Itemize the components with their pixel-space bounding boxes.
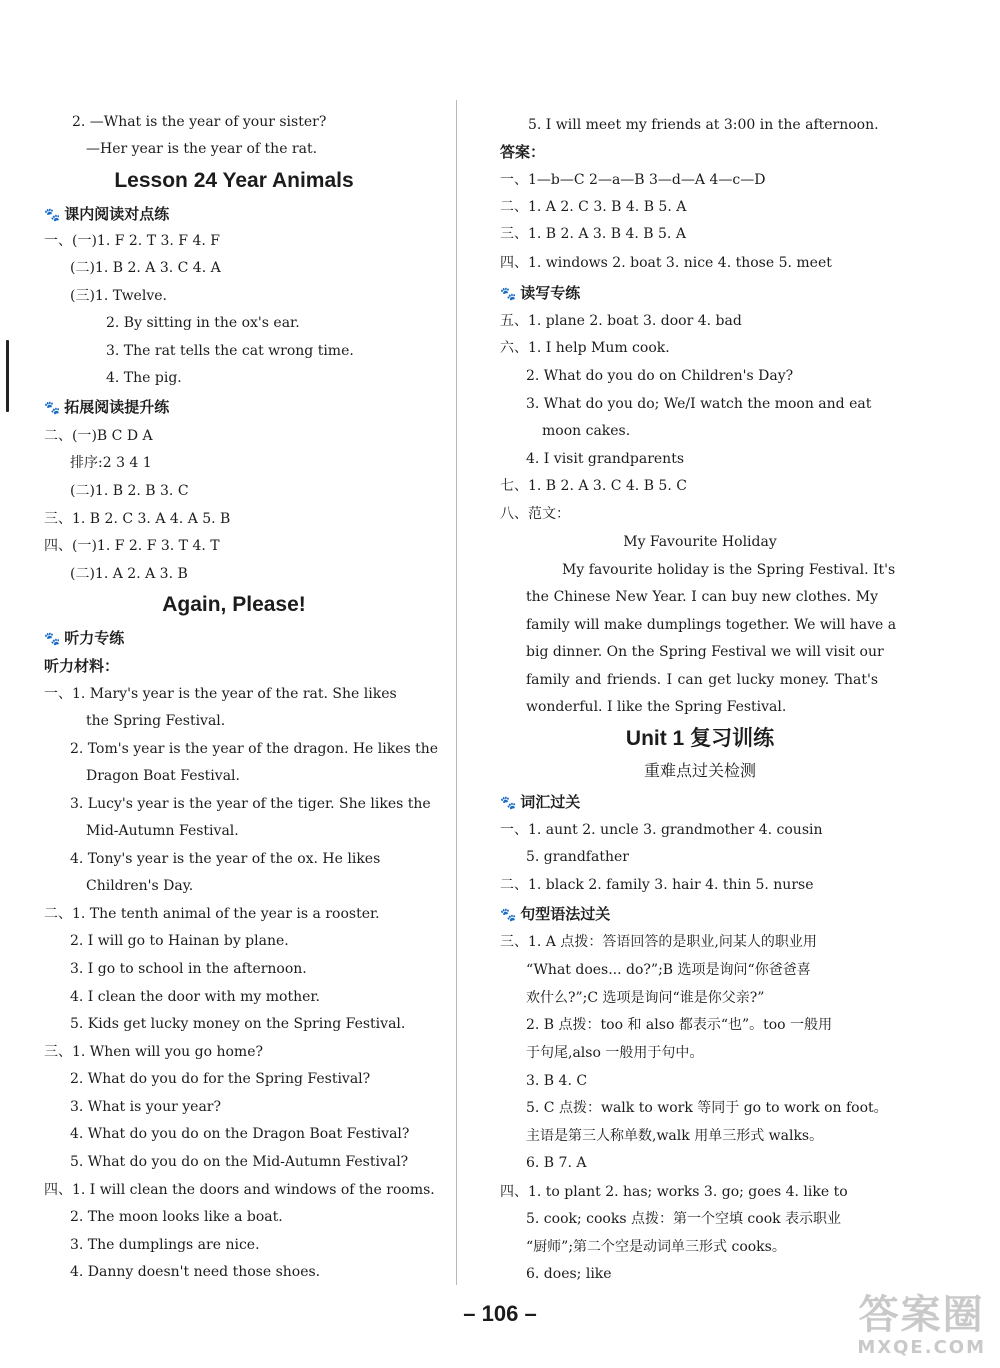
answer-line: the Spring Festival. — [86, 713, 226, 729]
section-heading-extended-reading: 🐾 拓展阅读提升练 — [44, 397, 169, 419]
answer-line: 欢什么?”;C 选项是询问“谁是你父亲?” — [526, 990, 765, 1006]
section-heading-classroom-reading: 🐾 课内阅读对点练 — [44, 204, 169, 226]
answer-line: 三、1. A 点拨：答语回答的是职业,问某人的职业用 — [500, 934, 817, 950]
answer-line: 一、(一)1. F 2. T 3. F 4. F — [44, 233, 220, 249]
answer-line: 3. What do you do; We/I watch the moon and eat — [526, 396, 872, 412]
answer-line: (三)1. Twelve. — [70, 288, 167, 304]
answer-line: 4. Danny doesn't need those shoes. — [70, 1264, 321, 1280]
answer-line: 5. grandfather — [526, 849, 629, 865]
watermark-url: MXQE.COM — [857, 1337, 986, 1358]
answer-line: 二、1. The tenth animal of the year is a rooster. — [44, 906, 380, 922]
answer-line: 3. The dumplings are nice. — [70, 1237, 260, 1253]
answer-line: 二、(一)B C D A — [44, 428, 153, 444]
section-heading-listening: 🐾 听力专练 — [44, 628, 124, 650]
paw-print-icon: 🐾 — [500, 287, 517, 302]
answer-line: 五、1. plane 2. boat 3. door 4. bad — [500, 313, 742, 329]
answer-line: 5. cook; cooks 点拨：第一个空填 cook 表示职业 — [526, 1211, 842, 1227]
answer-line: 四、1. windows 2. boat 3. nice 4. those 5. meet — [500, 255, 832, 271]
answer-line: (二)1. B 2. A 3. C 4. A — [70, 260, 221, 276]
section-heading-grammar: 🐾 句型语法过关 — [500, 904, 610, 926]
lesson-title: Lesson 24 Year Animals — [114, 169, 354, 192]
answer-line: 四、1. I will clean the doors and windows of the rooms. — [44, 1182, 435, 1198]
answer-line: (二)1. B 2. B 3. C — [70, 483, 189, 499]
answer-line: 2. What do you do for the Spring Festival? — [70, 1071, 371, 1087]
answer-line: 八、范文： — [500, 506, 570, 522]
page-number: – 106 – — [463, 1301, 537, 1326]
answer-line: 一、1. aunt 2. uncle 3. grandmother 4. cousin — [500, 822, 823, 838]
dialogue-question: 2. —What is the year of your sister? — [72, 114, 327, 130]
answer-line: 6. B 7. A — [526, 1155, 587, 1171]
answer-line: 6. does; like — [526, 1266, 612, 1282]
essay-line: family and friends. I can get lucky money. That's — [526, 672, 878, 688]
unit-title: Unit 1 复习训练 — [625, 727, 775, 750]
answer-line: Dragon Boat Festival. — [86, 768, 240, 784]
paw-print-icon: 🐾 — [500, 796, 517, 811]
dialogue-answer: —Her year is the year of the rat. — [86, 141, 318, 157]
watermark-title: 答案圈 — [858, 1292, 985, 1338]
paw-print-icon: 🐾 — [44, 632, 61, 647]
paw-print-icon: 🐾 — [44, 401, 61, 416]
answer-line: 3. Lucy's year is the year of the tiger. She likes the — [70, 796, 431, 812]
answer-line: 2. I will go to Hainan by plane. — [70, 933, 289, 949]
answer-line: moon cakes. — [542, 423, 631, 439]
answer-line: 5. C 点拨：walk to work 等同于 go to work on foot。 — [526, 1100, 888, 1116]
answer-key-label: 答案： — [500, 143, 546, 161]
answer-line: 4. What do you do on the Dragon Boat Festival? — [70, 1126, 410, 1142]
answer-line: 4. I clean the door with my mother. — [70, 989, 320, 1005]
answer-line: 排序:2 3 4 1 — [70, 455, 152, 471]
again-please-title: Again, Please! — [162, 593, 306, 616]
essay-line: family will make dumplings together. We will have a — [526, 617, 897, 633]
section-heading-reading-writing: 🐾 读写专练 — [500, 283, 580, 305]
answer-line: 2. B 点拨：too 和 also 都表示“也”。too 一般用 — [526, 1017, 833, 1033]
answer-line: 一、1. Mary's year is the year of the rat. She likes — [44, 686, 397, 702]
answer-line: 2. By sitting in the ox's ear. — [106, 315, 300, 331]
answer-line: 5. Kids get lucky money on the Spring Festival. — [70, 1016, 406, 1032]
answer-line: “厨师”;第二个空是动词单三形式 cooks。 — [526, 1239, 786, 1255]
answer-line: Children's Day. — [86, 878, 194, 894]
answer-line: 二、1. A 2. C 3. B 4. B 5. A — [500, 199, 687, 215]
answer-line: 于句尾,also 一般用于句中。 — [526, 1045, 704, 1061]
answer-line: 2. What do you do on Children's Day? — [526, 368, 794, 384]
answer-line: 4. Tony's year is the year of the ox. He likes — [70, 851, 381, 867]
answer-line: 3. I go to school in the afternoon. — [70, 961, 307, 977]
answer-line: 4. The pig. — [106, 370, 182, 386]
answer-line: 三、1. B 2. A 3. B 4. B 5. A — [500, 226, 686, 242]
answer-line: 七、1. B 2. A 3. C 4. B 5. C — [500, 478, 687, 494]
essay-line: the Chinese New Year. I can buy new clothes. My — [526, 589, 878, 605]
paw-print-icon: 🐾 — [500, 908, 517, 923]
answer-line: 5. I will meet my friends at 3:00 in the afternoon. — [528, 117, 879, 133]
paw-print-icon: 🐾 — [44, 208, 61, 223]
answer-line: 四、(一)1. F 2. F 3. T 4. T — [44, 538, 220, 554]
section-heading-vocabulary: 🐾 词汇过关 — [500, 792, 580, 814]
answer-line: 一、1—b—C 2—a—B 3—d—A 4—c—D — [500, 172, 766, 188]
answer-line: 三、1. B 2. C 3. A 4. A 5. B — [44, 511, 231, 527]
unit-subtitle: 重难点过关检测 — [643, 761, 756, 780]
column-divider — [456, 100, 457, 1285]
watermark-logo — [857, 1293, 986, 1358]
listening-material-label: 听力材料： — [44, 657, 120, 675]
answer-line: 3. B 4. C — [526, 1073, 588, 1089]
essay-line: My favourite holiday is the Spring Festival. It's — [562, 562, 896, 578]
answer-line: 三、1. When will you go home? — [44, 1044, 263, 1060]
answer-line: 主语是第三人称单数,walk 用单三形式 walks。 — [526, 1128, 824, 1144]
answer-line: 3. What is your year? — [70, 1099, 221, 1115]
answer-line: 六、1. I help Mum cook. — [500, 340, 670, 356]
essay-line: big dinner. On the Spring Festival we will visit our — [526, 644, 884, 660]
answer-line: 2. Tom's year is the year of the dragon. He likes the — [70, 741, 439, 757]
essay-title: My Favourite Holiday — [623, 534, 777, 550]
answer-line: 2. The moon looks like a boat. — [70, 1209, 283, 1225]
answer-line: “What does... do?”;B 选项是询问“你爸爸喜 — [526, 962, 811, 978]
answer-line: Mid-Autumn Festival. — [86, 823, 239, 839]
scan-edge-mark — [6, 340, 9, 412]
answer-line: 4. I visit grandparents — [526, 451, 685, 467]
answer-line: 四、1. to plant 2. has; works 3. go; goes 4. like to — [500, 1184, 848, 1200]
answer-line: 5. What do you do on the Mid-Autumn Festival? — [70, 1154, 409, 1170]
essay-line: wonderful. I like the Spring Festival. — [526, 699, 787, 715]
answer-line: 二、1. black 2. family 3. hair 4. thin 5. nurse — [500, 877, 814, 893]
answer-line: (二)1. A 2. A 3. B — [70, 566, 188, 582]
answer-line: 3. The rat tells the cat wrong time. — [106, 343, 354, 359]
